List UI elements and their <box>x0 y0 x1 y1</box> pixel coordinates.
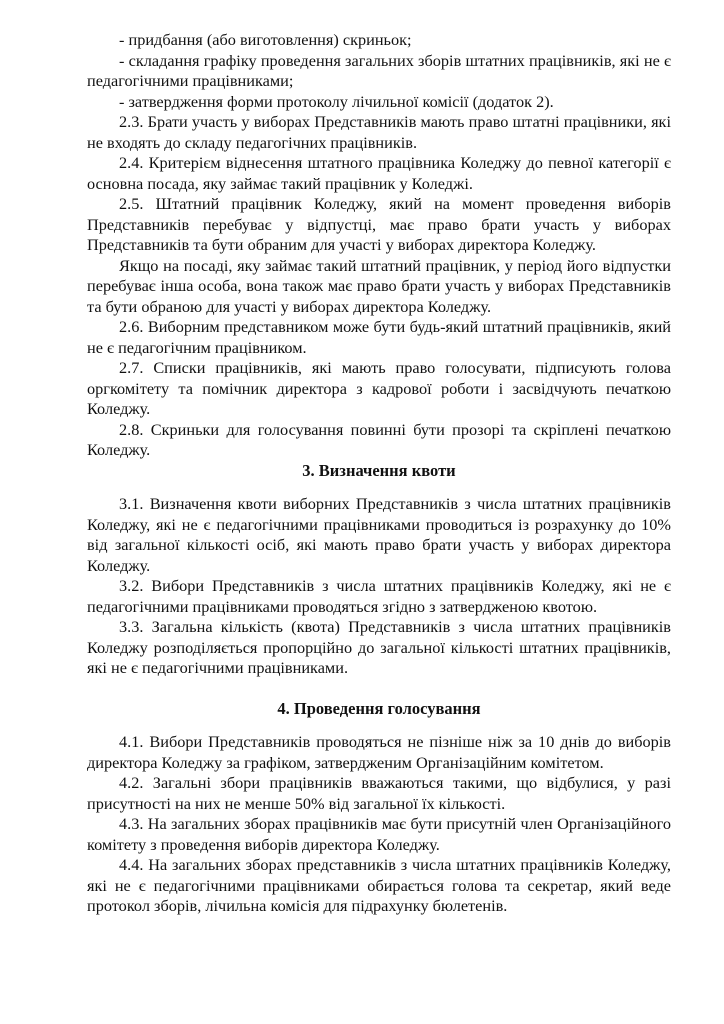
section-4-heading: 4. Проведення голосування <box>277 698 481 718</box>
clause-2-6: 2.6. Виборним представником може бути будь-який штатний працівників, який не є педагогічним працівником. <box>87 317 671 357</box>
clause-2-8: 2.8. Скриньки для голосування повинні бути прозорі та скріплені печаткою Коледжу. <box>87 419 671 459</box>
spacer <box>87 481 671 494</box>
list-item-protocol-form: - затвердження форми протоколу лічильної комісії (додаток 2). <box>119 91 554 111</box>
clause-2-4: 2.4. Критерієм віднесення штатного працівника Коледжу до певної категорії є основна посада, яку займає такий працівник у Коледжі. <box>87 153 671 193</box>
clause-2-3: 2.3. Брати участь у виборах Представників мають право штатні працівники, які не входять до складу педагогічних працівників. <box>87 112 671 152</box>
clause-2-5-continued: Якщо на посаді, яку займає такий штатний працівник, у період його відпустки перебуває інша особа, вона також має право брати участь у виборах Представників та бути обраною для участі у виборах директора Коледжу. <box>87 255 671 316</box>
spacer <box>87 679 671 693</box>
spacer <box>87 719 671 732</box>
list-item-purchase-boxes: - придбання (або виготовлення) скриньок; <box>119 30 412 49</box>
document-page <box>87 30 671 917</box>
section-3-heading: 3. Визначення квоти <box>302 460 456 480</box>
clause-3-1: 3.1. Визначення квоти виборних Представників з числа штатних працівників Коледжу, які не є педагогічними працівниками проводиться із розрахунку до 10% від загальної кількості осіб, які мають право брати участь у виборах директора Коледжу. <box>87 494 671 575</box>
clause-2-7: 2.7. Списки працівників, які мають право голосувати, підписують голова оргкомітету та помічник директора з кадрової роботи і засвідчують печаткою Коледжу. <box>87 358 671 418</box>
clause-4-3: 4.3. На загальних зборах працівників має бути присутній член Організаційного комітету з проведення виборів директора Коледжу. <box>87 814 671 854</box>
clause-4-1: 4.1. Вибори Представників проводяться не пізніше ніж за 10 днів до виборів директора Коледжу за графіком, затвердженим Організаційним комітетом. <box>87 732 671 772</box>
clause-3-2: 3.2. Вибори Представників з числа штатних працівників Коледжу, які не є педагогічними працівниками проводяться згідно з затвердженою квотою. <box>87 576 671 616</box>
clause-2-5: 2.5. Штатний працівник Коледжу, який на момент проведення виборів Представників перебуває у відпустці, має право брати участь у виборах Представників та бути обраним для участі у виборах директора Коледжу. <box>87 194 671 254</box>
list-item-meeting-schedule: - складання графіку проведення загальних зборів штатних працівників, які не є педагогічними працівниками; <box>87 50 671 90</box>
clause-4-4: 4.4. На загальних зборах представників з числа штатних працівників Коледжу, які не є педагогічними працівниками обирається голова та секретар, який веде протокол зборів, лічильна комісія для підрахунку бюлетенів. <box>87 855 671 915</box>
clause-3-3: 3.3. Загальна кількість (квота) Представників з числа штатних працівників Коледжу розподіляється пропорційно до загальної кількості штатних працівників, які не є педагогічними працівниками. <box>87 617 671 677</box>
clause-4-2: 4.2. Загальні збори працівників вважаються такими, що відбулися, у разі присутності на них не менше 50% від загальної їх кількості. <box>87 773 671 813</box>
